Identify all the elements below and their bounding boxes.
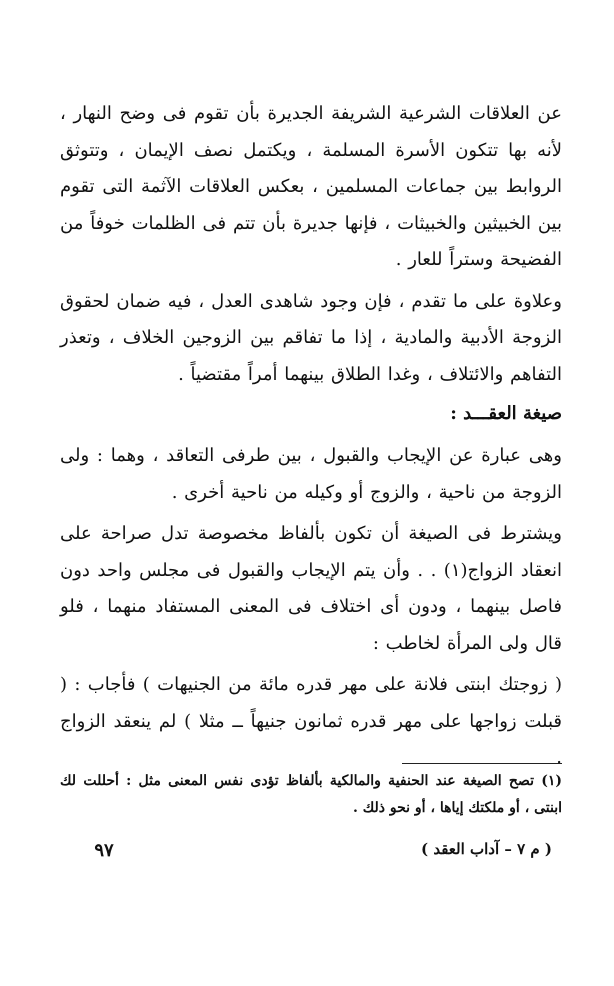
running-footer-title: ( م ٧ – آداب العقد ) <box>421 840 552 858</box>
section-heading: صيغة العقـــد : <box>450 403 562 424</box>
paragraph: وهى عبارة عن الإيجاب والقبول ، بين طرفى التعاقد ، وهما : ولى الزوجة من ناحية ، والزوج أو وكيله من ناحية أخرى . <box>60 445 562 503</box>
footnote: (١) تصح الصيغة عند الحنفية والمالكية بألفاظ تؤدى نفس المعنى مثل : أحللت لك ابنتى ، أو ملكتك إياها ، أو نحو ذلك . <box>60 773 562 816</box>
paragraph: وعلاوة على ما تقدم ، فإن وجود شاهدى العدل ، فيه ضمان لحقوق الزوجة الأدبية والمادية ، إذا ما تفاقم بين الزوجين الخلاف ، وتعذر التفاهم والائتلاف ، وغدا الطلاق بينهما أمراً مقتضياً . <box>60 290 562 385</box>
page-number: ٩٧ <box>94 840 114 861</box>
main-text <box>60 96 562 777</box>
footnote-divider <box>402 763 562 764</box>
paragraph: ( زوجتك ابنتى فلانة على مهر قدره مائة من الجنيهات ) فأجاب : ( قبلت زواجها على مهر قدره ثمانون جنيهاً ــ مثلا ) لم ينعقد الزواج . <box>60 674 562 768</box>
paragraph: ويشترط فى الصيغة أن تكون بألفاظ مخصوصة تدل صراحة على انعقاد الزواج(١) . . وأن يتم الإيجاب والقبول فى مجلس واحد دون فاصل بينهما ، ودون أى اختلاف فى المعنى المستفاد منهما ، فلو قال ولى المرأة لخاطب : <box>60 523 562 654</box>
paragraph: عن العلاقات الشرعية الشريفة الجديرة بأن تقوم فى وضح النهار ، لأنه بها تتكون الأسرة المسلمة ، ويكتمل نصف الإيمان ، وتتوثق الروابط بين جماعات المسلمين ، بعكس العلاقات الآثمة التى تقوم بين الخبيثين والخبيثات ، فإنها جديرة بأن تتم فى الظلمات خوفاً من الفضيحة وستراً للعار . <box>60 103 562 270</box>
